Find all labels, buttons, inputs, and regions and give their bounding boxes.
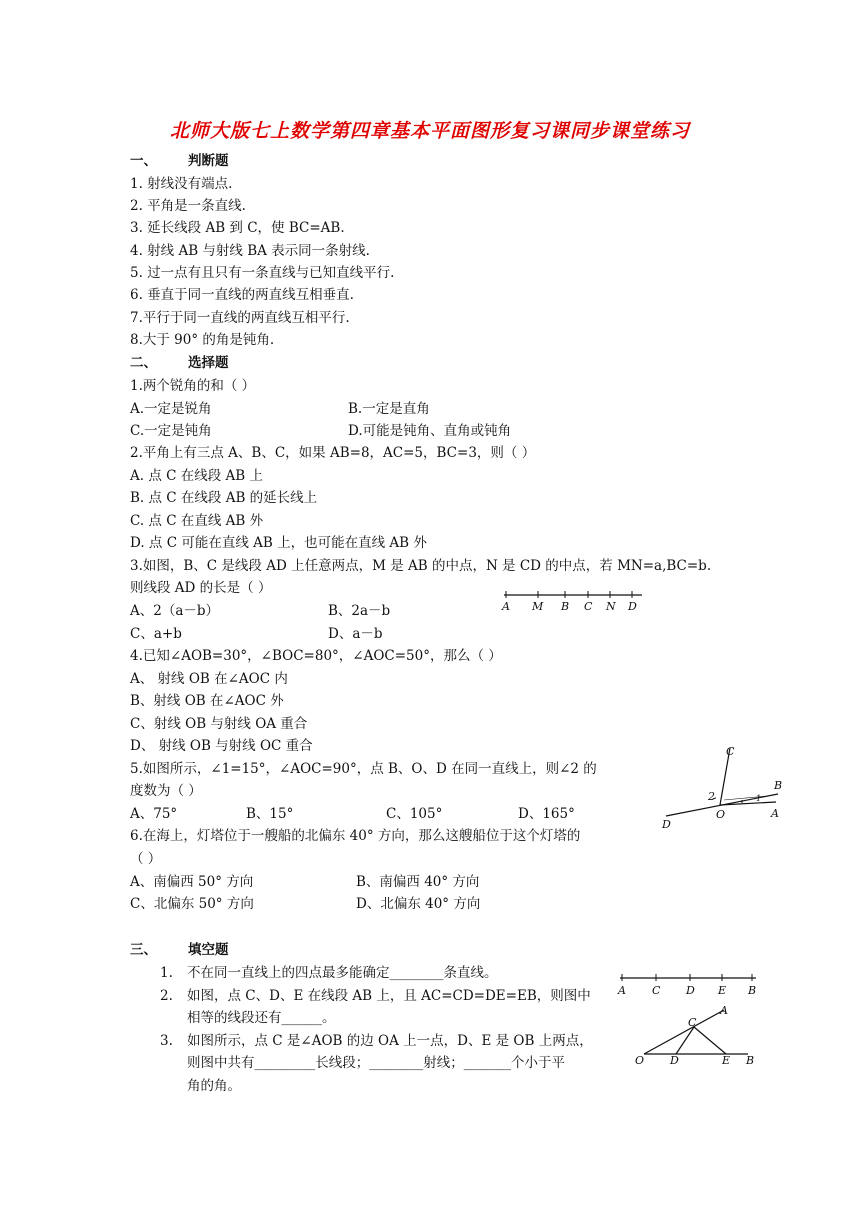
point-label: B — [774, 779, 783, 792]
point-label: C — [584, 600, 593, 613]
option-a: A. 点 C 在线段 AB 上 — [130, 468, 263, 484]
hatch — [724, 796, 768, 800]
question-stem-cont: 度数为（ ） — [130, 783, 202, 799]
judge-item: 3. 延长线段 AB 到 C，使 BC=AB. — [130, 220, 345, 236]
judge-item: 8.大于 90° 的角是钝角. — [130, 332, 275, 348]
point-label: O — [635, 1054, 645, 1067]
angle-label: 1 — [756, 794, 762, 803]
option-c: C. 点 C 在直线 AB 外 — [130, 513, 264, 529]
section-number: 三、 — [130, 942, 157, 958]
point-label: E — [722, 1054, 731, 1067]
question-stem-cont: （ ） — [130, 851, 162, 867]
option-a: A.一定是锐角 — [130, 401, 212, 417]
option-b: B、南偏西 40° 方向 — [356, 874, 480, 890]
option-b: B. 点 C 在线段 AB 的延长线上 — [130, 490, 318, 506]
option-a: A、75° — [130, 806, 178, 822]
fill-text-cont: 则图中共有_________长线段；________射线；_______个小于平 — [187, 1055, 565, 1071]
point-label: A — [502, 600, 510, 613]
fill-text-cont: 相等的线段还有______。 — [187, 1010, 336, 1026]
option-b: B.一定是直角 — [348, 401, 430, 417]
question-stem: 1.两个锐角的和（ ） — [130, 378, 256, 394]
section-label: 选择题 — [188, 355, 229, 371]
question-stem-cont: 则线段 AD 的长是（ ） — [130, 580, 272, 596]
option-d: D、165° — [518, 806, 575, 822]
ray-oa — [644, 1010, 724, 1054]
question-stem: 2.平角上有三点 A、B、C，如果 AB=8，AC=5，BC=3，则（ ） — [130, 445, 536, 461]
point-label: A — [618, 984, 626, 997]
angle-figure-q5 — [658, 742, 788, 830]
point-label: O — [716, 808, 726, 821]
option-d: D.可能是钝角、直角或钝角 — [348, 423, 512, 439]
option-b: B、2a－b — [328, 603, 391, 619]
point-label: A — [720, 1004, 728, 1017]
fill-text: 如图，点 C、D、E 在线段 AB 上，且 AC=CD=DE=EB，则图中 — [187, 988, 591, 1004]
option-d: D、 射线 OB 与射线 OC 重合 — [130, 738, 313, 754]
angle-label: 2 — [708, 790, 715, 803]
point-label: B — [746, 1054, 755, 1067]
section-label: 填空题 — [188, 942, 229, 958]
fill-number: 1. — [160, 965, 173, 981]
section-fill-heading — [130, 941, 229, 959]
fill-text: 如图所示，点 C 是∠AOB 的边 OA 上一点，D、E 是 OB 上两点， — [187, 1033, 593, 1049]
option-d: D、北偏东 40° 方向 — [356, 896, 481, 912]
segment-figure-fill2 — [614, 968, 764, 998]
option-c: C、北偏东 50° 方向 — [130, 896, 254, 912]
fill-text: 不在同一直线上的四点最多能确定________条直线。 — [187, 965, 498, 981]
option-a: A、 射线 OB 在∠AOC 内 — [130, 671, 288, 687]
point-label: C — [652, 984, 661, 997]
judge-item: 2. 平角是一条直线. — [130, 198, 246, 214]
option-b: B、15° — [246, 806, 294, 822]
option-d: D. 点 C 可能在直线 AB 上，也可能在直线 AB 外 — [130, 535, 427, 551]
point-label: E — [718, 984, 727, 997]
option-d: D、a－b — [328, 626, 383, 642]
fill-number: 2. — [160, 988, 173, 1004]
segment-figure-q3 — [500, 588, 650, 618]
point-label: C — [688, 1016, 697, 1029]
judge-item: 5. 过一点有且只有一条直线与已知直线平行. — [130, 265, 395, 281]
option-c: C、射线 OB 与射线 OA 重合 — [130, 716, 308, 732]
fill-number: 3. — [160, 1033, 173, 1049]
option-c: C、a+b — [130, 626, 182, 642]
point-label: D — [670, 1054, 679, 1067]
angle-figure-fill3 — [632, 1002, 762, 1070]
point-label: D — [662, 818, 671, 830]
question-stem: 6.在海上，灯塔位于一艘船的北偏东 40° 方向，那么这艘船位于这个灯塔的 — [130, 828, 581, 844]
point-label: B — [748, 984, 757, 997]
question-stem: 4.已知∠AOB=30°，∠BOC=80°，∠AOC=50°，那么（ ） — [130, 648, 502, 664]
point-label: N — [606, 600, 616, 613]
section-judge-heading — [130, 152, 229, 170]
point-label: D — [686, 984, 695, 997]
point-label: C — [726, 745, 735, 758]
option-a: A、2（a－b） — [130, 603, 220, 619]
point-label: B — [561, 600, 570, 613]
point-label: D — [628, 600, 637, 613]
section-choice-heading — [130, 354, 229, 372]
fill-text-cont: 角的角。 — [187, 1078, 241, 1094]
segment-ce — [694, 1027, 726, 1054]
option-b: B、射线 OB 在∠AOC 外 — [130, 693, 284, 709]
judge-item: 4. 射线 AB 与射线 BA 表示同一条射线. — [130, 243, 370, 259]
point-label: A — [771, 807, 779, 820]
section-number: 二、 — [130, 355, 157, 371]
option-c: C、105° — [386, 806, 443, 822]
option-c: C.一定是钝角 — [130, 423, 212, 439]
question-stem: 5.如图所示，∠1=15°，∠AOC=90°，点 B、O、D 在同一直线上，则∠2 的 — [130, 761, 597, 777]
section-label: 判断题 — [188, 153, 229, 169]
judge-item: 1. 射线没有端点. — [130, 176, 233, 192]
judge-item: 7.平行于同一直线的两直线互相平行. — [130, 310, 350, 326]
section-number: 一、 — [130, 153, 157, 169]
option-a: A、南偏西 50° 方向 — [130, 874, 254, 890]
judge-item: 6. 垂直于同一直线的两直线互相垂直. — [130, 287, 354, 303]
point-label: M — [532, 600, 544, 613]
question-stem: 3.如图，B、C 是线段 AD 上任意两点，M 是 AB 的中点，N 是 CD 的中点，若 MN=a,BC=b. — [130, 558, 712, 574]
page-title: 北师大版七上数学第四章基本平面图形复习课同步课堂练习 — [169, 120, 690, 142]
